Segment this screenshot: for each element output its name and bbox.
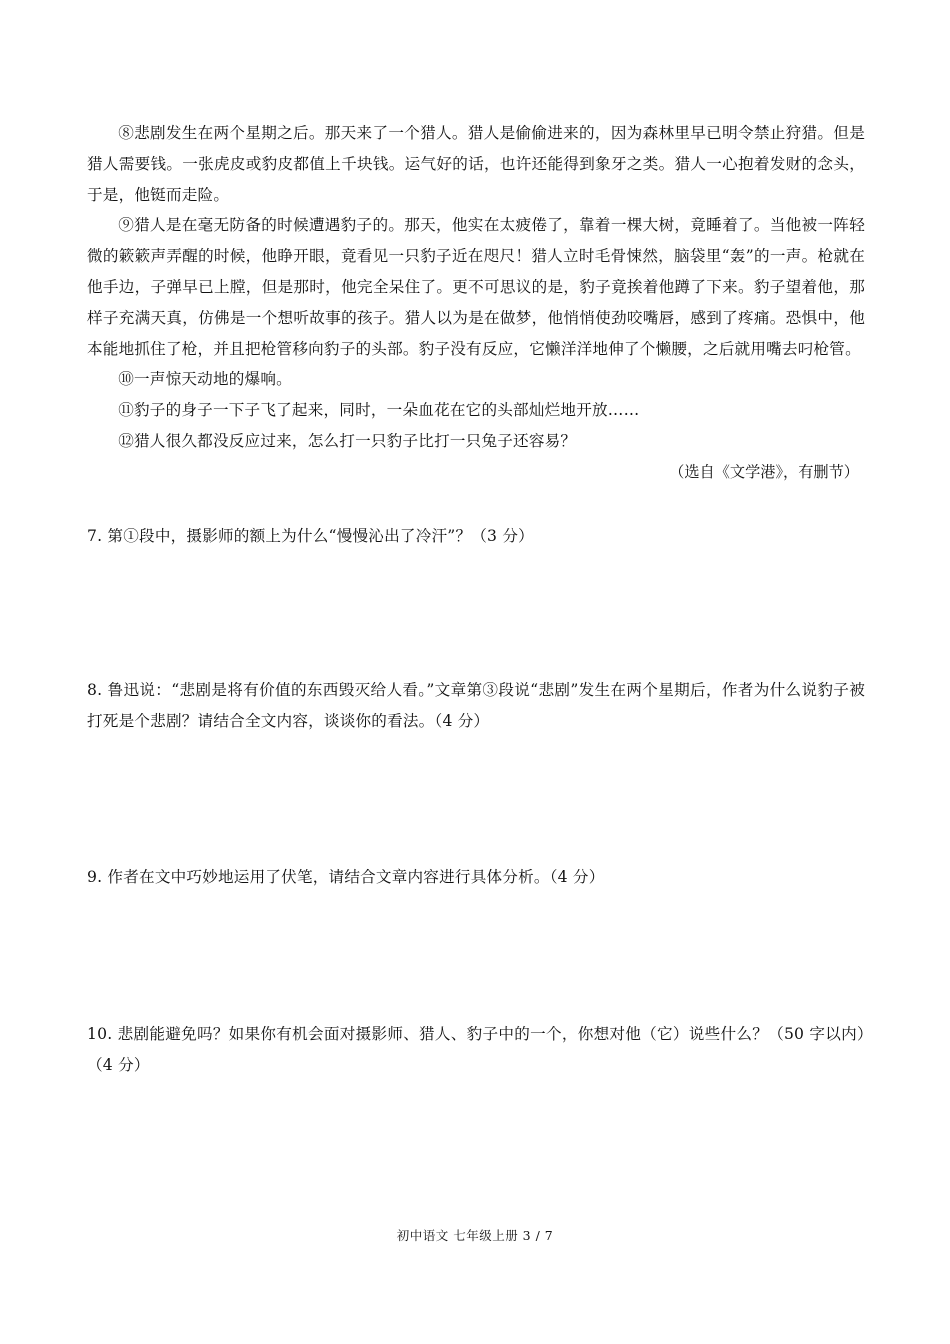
question-8: 8. 鲁迅说：“悲剧是将有价值的东西毁灭给人看。”文章第③段说“悲剧”发生在两个星期后，作者为什么说豹子被打死是个悲剧？请结合全文内容，谈谈你的看法。（4 分） (87, 681, 865, 730)
reading-passage (87, 118, 865, 488)
question-7: 7. 第①段中，摄影师的额上为什么“慢慢沁出了冷汗”？（3 分） (87, 527, 534, 545)
paragraph-9: ⑨猎人是在毫无防备的时候遭遇豹子的。那天，他实在太疲倦了，靠着一棵大树，竟睡着了。当他被一阵轻微的簌簌声弄醒的时候，他睁开眼，竟看见一只豹子近在咫尺！猎人立时毛骨悚然，脑袋里“轰”的一声。枪就在他手边，子弹早已上膛，但是那时，他完全呆住了。更不可思议的是，豹子竟挨着他蹲了下来。豹子望着他，那样子充满天真，仿佛是一个想听故事的孩子。猎人以为是在做梦，他悄悄使劲咬嘴唇，感到了疼痛。恐惧中，他本能地抓住了枪，并且把枪管移向豹子的头部。豹子没有反应，它懒洋洋地伸了个懒腰，之后就用嘴去叼枪管。 (87, 216, 865, 358)
passage-source: （选自《文学港》，有删节） (669, 462, 859, 481)
paragraph-10: ⑩一声惊天动地的爆响。 (118, 370, 292, 389)
question-10: 10. 悲剧能避免吗？如果你有机会面对摄影师、猎人、豹子中的一个，你想对他（它）说些什么？（50 字以内）（4 分） (87, 1025, 865, 1074)
question-9: 9. 作者在文中巧妙地运用了伏笔，请结合文章内容进行具体分析。（4 分） (87, 868, 605, 886)
paragraph-12: ⑫猎人很久都没反应过来，怎么打一只豹子比打一只兔子还容易？ (118, 431, 577, 450)
paragraph-8: ⑧悲剧发生在两个星期之后。那天来了一个猎人。猎人是偷偷进来的，因为森林里早已明令禁止狩猎。但是猎人需要钱。一张虎皮或豹皮都值上千块钱。运气好的话，也许还能得到象牙之类。猎人一心抱着发财的念头，于是，他铤而走险。 (87, 124, 865, 204)
paragraph-11: ⑪豹子的身子一下子飞了起来，同时，一朵血花在它的头部灿烂地开放…… (118, 401, 640, 420)
page-footer: 初中语文 七年级上册 3 / 7 (396, 1228, 554, 1243)
